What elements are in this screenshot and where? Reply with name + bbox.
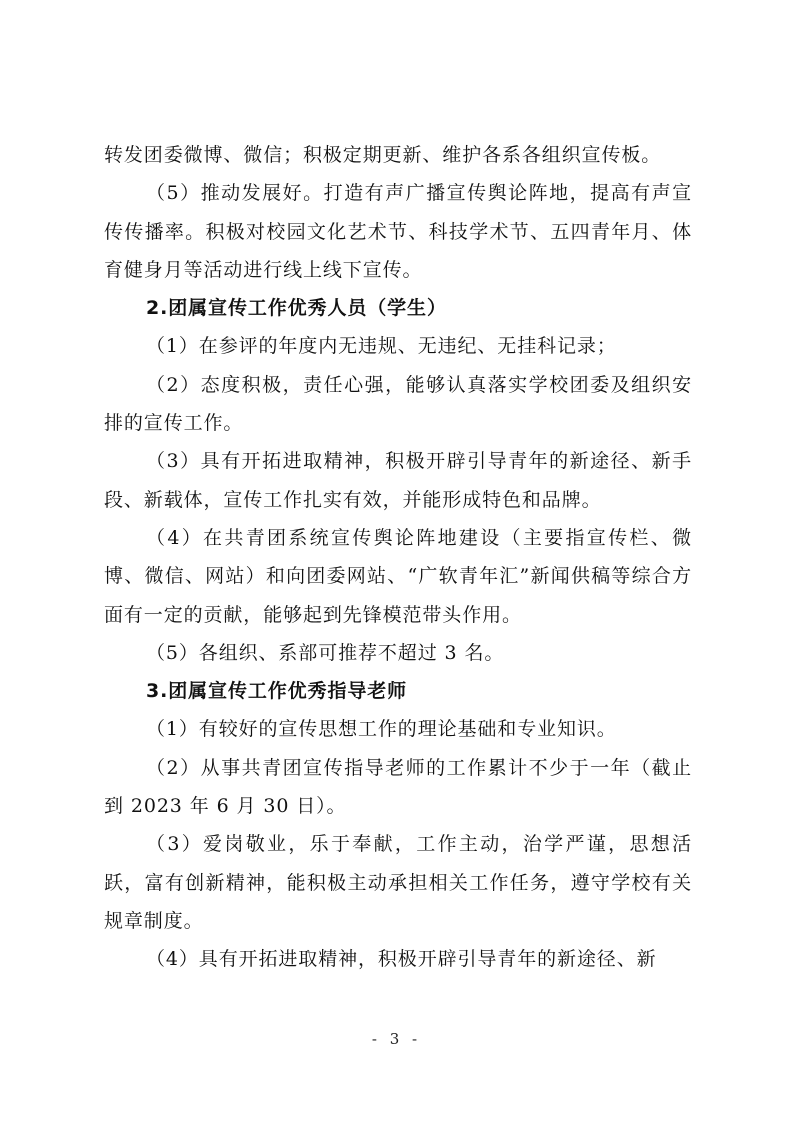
paragraph: （3）具有开拓进取精神，积极开辟引导青年的新途径、新手段、新载体，宣传工作扎实有效，并能形成特色和品牌。 [104,450,692,511]
paragraph: （5）推动发展好。打造有声广播宣传舆论阵地，提高有声宣传传播率。积极对校园文化艺术节、科技学术节、五四青年月、体育健身月等活动进行线上线下宣传。 [104,182,692,281]
section-heading: 3.团属宣传工作优秀指导老师 [146,680,408,703]
page-number: - 3 - [371,1030,422,1048]
paragraph: （3）爱岗敬业，乐于奉献，工作主动，治学严谨，思想活跃，富有创新精神，能积极主动承担相关工作任务，遵守学校有关规章制度。 [104,833,692,932]
paragraph: （2）从事共青团宣传指导老师的工作累计不少于一年（截止到 2023 年 6 月 30 日）。 [104,756,692,818]
document-body [104,136,692,979]
paragraph: （1）有较好的宣传思想工作的理论基础和专业知识。 [146,718,617,741]
section-heading: 2.团属宣传工作优秀人员（学生） [146,297,447,320]
paragraph: （4）具有开拓进取精神，积极开辟引导青年的新途径、新 [146,948,657,971]
paragraph: 转发团委微博、微信；积极定期更新、维护各系各组织宣传板。 [104,144,662,166]
paragraph: （2）态度积极，责任心强，能够认真落实学校团委及组织安排的宣传工作。 [104,373,692,435]
paragraph: （1）在参评的年度内无违规、无违纪、无挂科记录； [146,335,617,358]
paragraph: （5）各组织、系部可推荐不超过 3 名。 [146,641,505,664]
paragraph: （4）在共青团系统宣传舆论阵地建设（主要指宣传栏、微博、微信、网站）和向团委网站、“广软青年汇”新闻供稿等综合方面有一定的贡献，能够起到先锋模范带头作用。 [104,526,692,626]
